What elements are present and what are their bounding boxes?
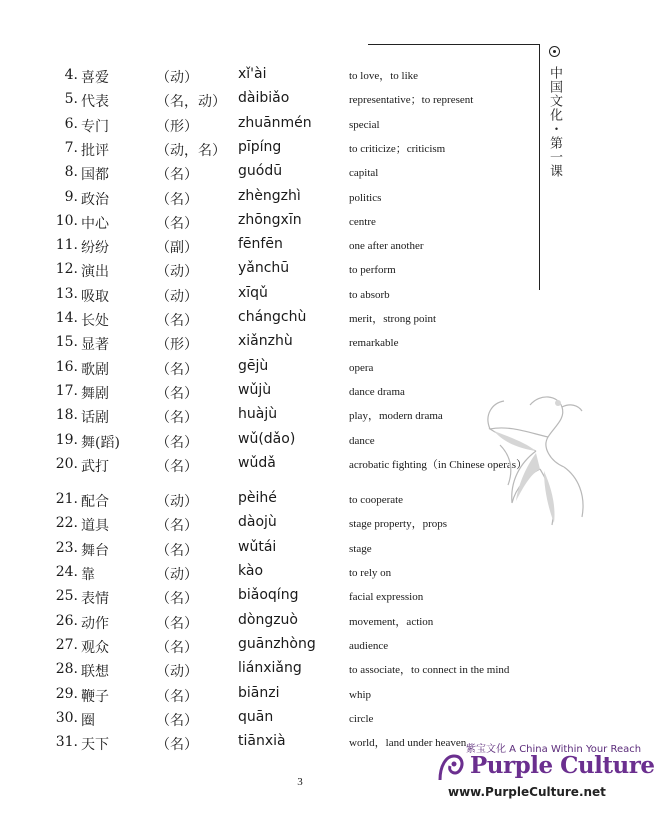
vocab-pinyin: biǎoqíng: [238, 587, 299, 604]
watermark-tagline: 紫宝文化 A China Within Your Reach: [466, 744, 642, 755]
vocab-chinese: 道具: [81, 518, 109, 535]
vocab-part-of-speech: （名）: [156, 737, 198, 754]
vocab-row: [0, 355, 600, 379]
vocab-chinese: 鞭子: [81, 688, 109, 705]
vocab-row: [0, 609, 600, 633]
vocab-row: [0, 112, 600, 136]
vocab-chinese: 批评: [81, 142, 109, 159]
vocab-number: 25.: [55, 588, 78, 605]
target-icon: [549, 46, 560, 57]
vocab-row: [0, 706, 600, 730]
vocab-number: 4.: [64, 67, 78, 83]
vocab-number: 27.: [55, 636, 78, 653]
vocab-pinyin: dàibiǎo: [238, 90, 290, 107]
vocab-pinyin: guódū: [238, 163, 283, 180]
vocab-part-of-speech: （名）: [156, 215, 198, 232]
vocab-pinyin: biānzi: [238, 684, 280, 701]
vocab-part-of-speech: （动）: [156, 494, 198, 511]
vocab-chinese: 显著: [81, 337, 109, 354]
vocab-chinese: 代表: [81, 94, 109, 111]
vocab-row: [0, 584, 600, 608]
vocab-row: [0, 63, 600, 87]
vocab-pinyin: zhuānmén: [238, 114, 312, 131]
vocab-row: [0, 87, 600, 111]
vocab-pinyin: dàojù: [238, 514, 277, 531]
vocab-part-of-speech: （副）: [156, 240, 198, 257]
vocab-english: politics: [349, 191, 382, 204]
vocab-chinese: 专门: [81, 118, 109, 135]
vocab-pinyin: huàjù: [238, 406, 278, 423]
vocab-row: [0, 185, 600, 209]
vocab-row: [0, 306, 600, 330]
vocab-number: 16.: [55, 358, 78, 375]
vocab-number: 13.: [55, 285, 78, 302]
vocab-english: dance drama: [349, 385, 405, 398]
vocab-number: 30.: [55, 709, 78, 726]
vocab-english: world，land under heaven: [349, 737, 467, 750]
vocab-part-of-speech: （形）: [156, 118, 198, 135]
vocab-pinyin: wǔdǎ: [238, 454, 276, 471]
vocab-pinyin: wǔtái: [238, 538, 277, 555]
vocab-pinyin: chángchù: [238, 309, 307, 325]
watermark-brand: Purple Culture: [470, 752, 654, 779]
vocab-pinyin: pèihé: [238, 490, 277, 507]
vocab-chinese: 武打: [81, 458, 109, 475]
vocab-english: acrobatic fighting（in Chinese operas）: [349, 458, 528, 471]
vocab-part-of-speech: （名）: [156, 639, 198, 656]
vocab-part-of-speech: （动）: [156, 264, 198, 281]
vocab-english: capital: [349, 167, 379, 180]
vocab-chinese: 圈: [81, 712, 95, 729]
vocab-part-of-speech: （名）: [156, 458, 198, 475]
vocab-chinese: 配合: [81, 494, 109, 511]
vocab-english: special: [349, 118, 380, 131]
vocab-part-of-speech: （动）: [156, 288, 198, 305]
vocab-chinese: 舞台: [81, 542, 109, 559]
purple-culture-logo: [436, 752, 466, 782]
vocab-row: [0, 209, 600, 233]
vocab-chinese: 话剧: [81, 410, 109, 427]
header-rule: [368, 44, 540, 45]
vocab-number: 20.: [55, 455, 78, 472]
vocab-row: [0, 233, 600, 257]
vocab-part-of-speech: （名）: [156, 191, 198, 208]
vocab-row: [0, 330, 600, 354]
vocab-english: whip: [349, 688, 371, 701]
vocab-pinyin: guānzhòng: [238, 635, 316, 652]
vocab-row: [0, 536, 600, 560]
vocab-english: circle: [349, 712, 374, 725]
vocab-number: 31.: [55, 734, 78, 751]
vocab-number: 18.: [55, 407, 78, 424]
vocab-english: to associate，to connect in the mind: [349, 664, 510, 677]
vocab-number: 24.: [55, 564, 78, 580]
vocab-english: representative；to represent: [349, 94, 474, 107]
vocab-pinyin: quān: [238, 708, 274, 725]
vocab-number: 14.: [55, 310, 78, 326]
vocab-row: [0, 657, 600, 681]
vocab-pinyin: wǔjù: [238, 381, 272, 398]
vocab-part-of-speech: （动）: [156, 567, 198, 583]
vocab-english: facial expression: [349, 591, 424, 604]
vocab-chinese: 舞(蹈): [81, 434, 120, 451]
lesson-title: 中国文化・第一课: [547, 66, 562, 179]
vocab-row: [0, 633, 600, 657]
vocab-english: remarkable: [349, 337, 399, 350]
vocab-english: to absorb: [349, 288, 390, 301]
vocab-english: stage property，props: [349, 518, 448, 531]
vocab-number: 15.: [55, 334, 78, 351]
vocab-number: 11.: [55, 237, 78, 254]
vocab-chinese: 喜爱: [81, 70, 109, 86]
vocab-pinyin: wǔ(dǎo): [238, 430, 296, 447]
vocab-number: 7.: [64, 139, 78, 156]
vocab-number: 21.: [55, 491, 78, 508]
vocab-part-of-speech: （名）: [156, 542, 198, 559]
vocab-english: to love，to like: [349, 70, 419, 82]
vocab-row: [0, 160, 600, 184]
vocab-english: audience: [349, 639, 389, 652]
vocab-number: 23.: [55, 539, 78, 556]
vocab-chinese: 表情: [81, 591, 109, 608]
vocab-pinyin: dòngzuò: [238, 611, 298, 628]
vocab-row: [0, 682, 600, 706]
vocab-part-of-speech: （名）: [156, 410, 198, 427]
vocab-chinese: 演出: [81, 264, 109, 281]
vocab-english: play，modern drama: [349, 410, 443, 423]
vocab-english: to cooperate: [349, 494, 404, 507]
vocab-pinyin: pīpíng: [238, 138, 282, 155]
vocab-chinese: 歌剧: [81, 361, 109, 378]
vocab-row: [0, 282, 600, 306]
vocab-part-of-speech: （名）: [156, 313, 198, 329]
vocab-pinyin: xǐ'ài: [238, 66, 267, 82]
vocab-english: one after another: [349, 240, 424, 253]
vocab-chinese: 舞剧: [81, 385, 109, 402]
vocab-part-of-speech: （名）: [156, 434, 198, 451]
vocab-pinyin: tiānxià: [238, 733, 286, 750]
vocab-english: dance: [349, 434, 375, 447]
vocab-chinese: 长处: [81, 313, 109, 329]
vocab-part-of-speech: （动）: [156, 664, 198, 681]
vocab-part-of-speech: （名）: [156, 518, 198, 535]
vocab-pinyin: liánxiǎng: [238, 660, 302, 677]
vocab-number: 6.: [64, 115, 78, 132]
vocab-number: 22.: [55, 515, 78, 532]
vocab-chinese: 吸取: [81, 288, 109, 305]
vocab-chinese: 国都: [81, 167, 109, 184]
vocab-part-of-speech: （名，动）: [156, 94, 226, 111]
vocab-number: 9.: [64, 188, 78, 205]
vocab-pinyin: fēnfēn: [238, 236, 283, 253]
vocab-part-of-speech: （名）: [156, 712, 198, 729]
vocab-row: [0, 136, 600, 160]
page-number: 3: [297, 776, 303, 788]
vocab-english: to perform: [349, 264, 396, 277]
vocab-english: to criticize；criticism: [349, 142, 446, 155]
vocab-part-of-speech: （名）: [156, 385, 198, 402]
vocab-pinyin: yǎnchū: [238, 260, 290, 277]
vocab-english: opera: [349, 361, 374, 374]
vocab-number: 12.: [55, 261, 78, 278]
vocab-chinese: 联想: [81, 664, 109, 681]
vocab-pinyin: kào: [238, 563, 264, 579]
vocab-part-of-speech: （形）: [156, 337, 198, 354]
vocab-pinyin: gējù: [238, 357, 269, 374]
vocab-part-of-speech: （动）: [156, 70, 198, 86]
vocab-row: [0, 257, 600, 281]
vocab-part-of-speech: （动，名）: [156, 142, 226, 159]
vocab-number: 28.: [55, 661, 78, 678]
vocab-number: 5.: [64, 91, 78, 108]
vocab-chinese: 观众: [81, 639, 109, 656]
vocab-part-of-speech: （名）: [156, 361, 198, 378]
vocab-chinese: 中心: [81, 215, 109, 232]
vocab-part-of-speech: （名）: [156, 591, 198, 608]
vocab-part-of-speech: （名）: [156, 688, 198, 705]
vocab-number: 19.: [55, 431, 78, 448]
vocab-chinese: 政治: [81, 191, 109, 208]
vocab-english: movement，action: [349, 615, 434, 628]
vocab-number: 29.: [55, 685, 78, 702]
vocab-english: stage: [349, 542, 372, 555]
vocab-part-of-speech: （名）: [156, 167, 198, 184]
vocab-english: to rely on: [349, 567, 392, 579]
phoenix-illustration: [470, 385, 600, 535]
vocab-pinyin: zhōngxīn: [238, 211, 302, 228]
vocab-chinese: 靠: [81, 567, 95, 583]
vocab-chinese: 纷纷: [81, 240, 109, 257]
vocab-english: centre: [349, 215, 376, 228]
vocab-pinyin: xīqǔ: [238, 284, 268, 301]
vocab-number: 26.: [55, 612, 78, 629]
vocab-pinyin: zhèngzhì: [238, 187, 301, 204]
vocab-row: [0, 560, 600, 584]
vocab-pinyin: xiǎnzhù: [238, 333, 293, 350]
vocab-number: 17.: [55, 382, 78, 399]
vocab-part-of-speech: （名）: [156, 615, 198, 632]
vocab-number: 8.: [64, 164, 78, 181]
vocab-chinese: 天下: [81, 737, 109, 754]
vocab-chinese: 动作: [81, 615, 109, 632]
watermark-url[interactable]: www.PurpleCulture.net: [448, 785, 606, 799]
vocab-english: merit，strong point: [349, 313, 437, 325]
vocab-number: 10.: [55, 212, 78, 229]
